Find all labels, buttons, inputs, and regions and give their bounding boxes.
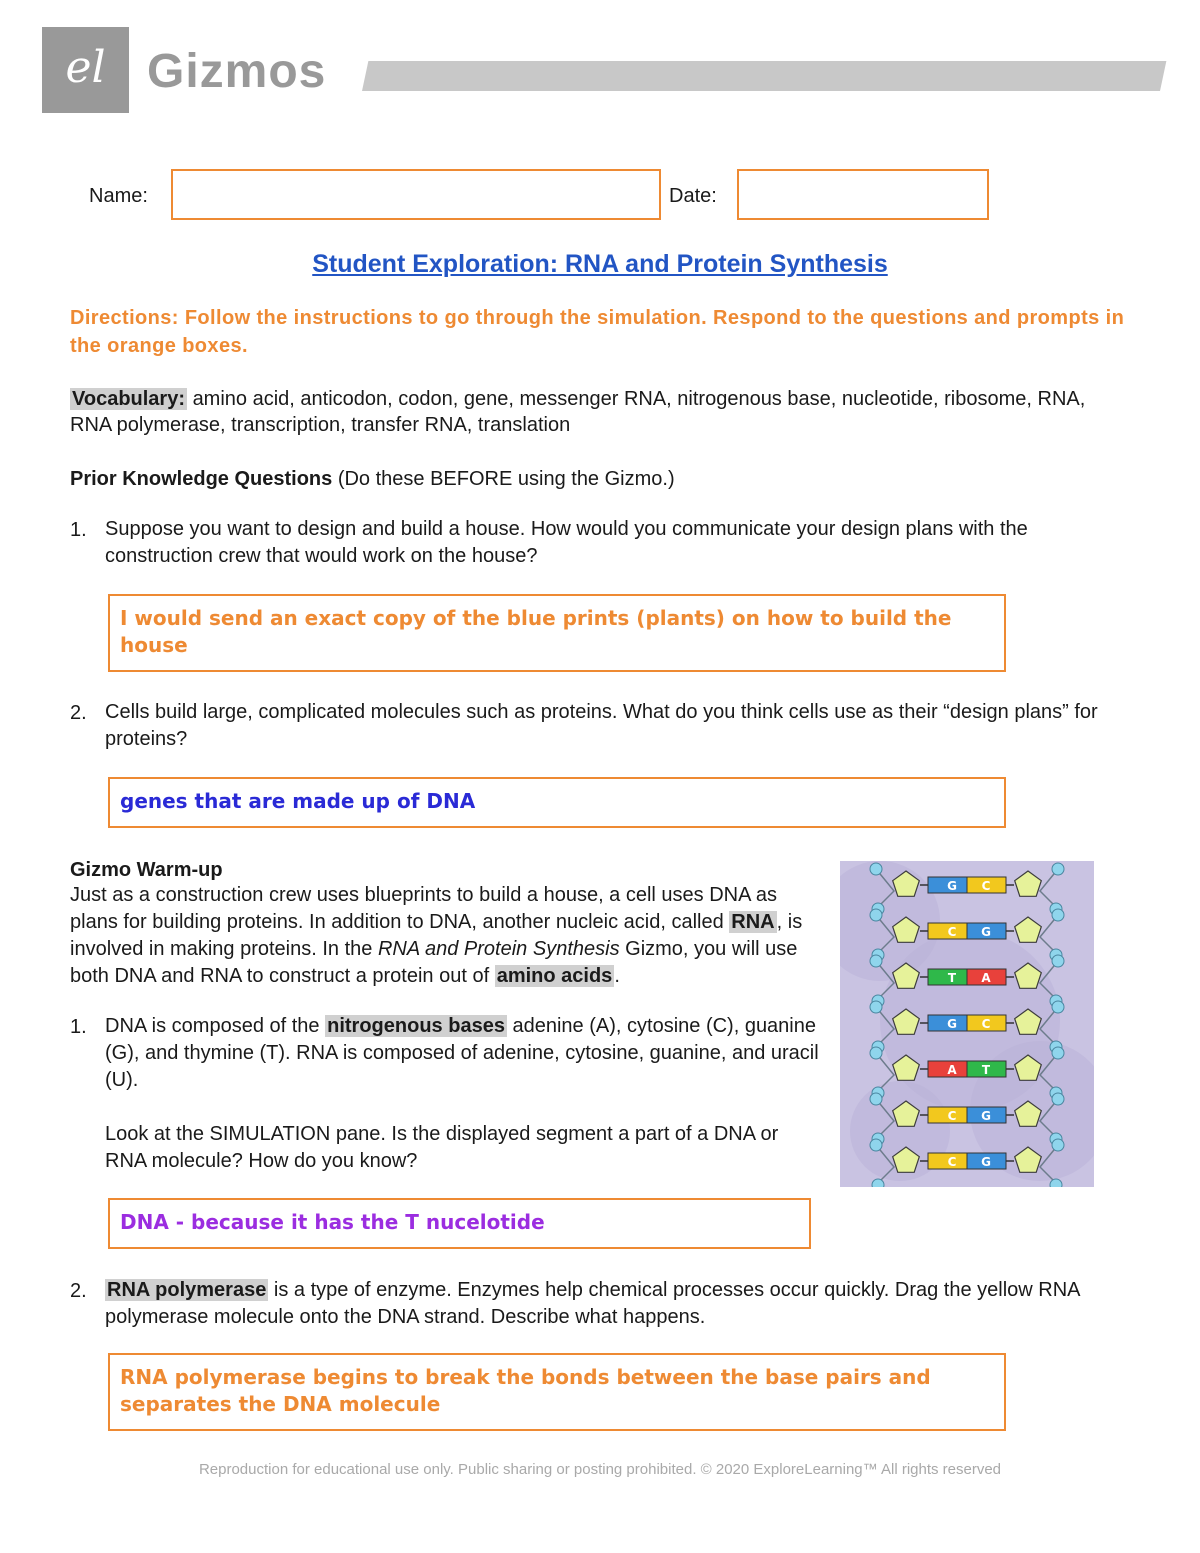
page-title: Student Exploration: RNA and Protein Synthesis [312, 250, 888, 278]
warmup-intro-text: Just as a construction crew uses blueprints to build a house, a cell uses DNA as plans for building proteins. In addition to DNA, another nucleic acid, called [70, 884, 778, 933]
base-left-label: G [947, 879, 957, 893]
name-label: Name: [89, 185, 148, 207]
question-text [105, 1013, 820, 1094]
warmup-intro [70, 882, 818, 990]
base-left-label: C [947, 1155, 957, 1169]
answer-box[interactable] [108, 1198, 811, 1249]
directions: Directions: Follow the instructions to go through the simulation. Respond to the questions and prompts in the orange boxes. [70, 307, 1125, 357]
base-right-label: A [981, 971, 991, 985]
base-right-label: G [981, 925, 991, 939]
base-left-label: A [947, 1063, 957, 1077]
dna-segment-image [840, 861, 1094, 1187]
question-text-part: adenine (A), cytosine (C), guanine (G), and thymine (T). RNA is composed of adenine, cytosine, guanine, and uracil (U). [105, 1015, 819, 1091]
question-number: 1. [70, 519, 87, 541]
warmup-intro-text: . [614, 965, 620, 987]
phosphate-icon [872, 1179, 884, 1187]
term-rna: RNA [731, 911, 775, 933]
phosphate-icon [870, 863, 882, 875]
question-text: Suppose you want to design and build a house. How would you communicate your design plans with the construction crew that would work on the house? [105, 518, 1028, 567]
vocabulary-paragraph [70, 386, 1130, 438]
warmup-heading: Gizmo Warm-up [70, 859, 223, 881]
warmup-intro-text: , is involved in making proteins. In the [70, 911, 803, 960]
answer-text: I would send an exact copy of the blue prints (plants) on how to build the house [120, 606, 952, 657]
answer-text: RNA polymerase begins to break the bonds between the base pairs and separates the DNA molecule [120, 1365, 931, 1416]
base-right-label: T [981, 1063, 991, 1077]
phosphate-icon [870, 1047, 882, 1059]
base-left-label: C [947, 925, 957, 939]
vocabulary-terms: amino acid, anticodon, codon, gene, messenger RNA, nitrogenous base, nucleotide, ribosome, RNA, RNA polymerase, transcription, transfer RNA, translation [70, 388, 1086, 436]
phosphate-icon [1052, 1047, 1064, 1059]
base-left-label: T [947, 971, 957, 985]
question-text-part: DNA is composed of the [105, 1015, 320, 1037]
phosphate-icon [1052, 909, 1064, 921]
term-rna-polymerase: RNA polymerase [107, 1279, 267, 1301]
base-right-label: G [981, 1109, 991, 1123]
vocabulary-label: Vocabulary: [72, 388, 185, 410]
base-right-label: C [981, 1017, 991, 1031]
date-field[interactable] [737, 169, 989, 220]
logo-text: el [65, 42, 106, 93]
phosphate-icon [870, 955, 882, 967]
base-right-label: G [981, 1155, 991, 1169]
name-field[interactable] [171, 169, 661, 220]
base-left-label: G [947, 1017, 957, 1031]
term-amino-acids: amino acids [496, 965, 613, 987]
prior-knowledge-heading: Prior Knowledge Questions [70, 468, 333, 490]
phosphate-icon [1050, 1179, 1062, 1187]
answer-box[interactable] [108, 594, 1006, 672]
phosphate-icon [870, 1093, 882, 1105]
warmup-intro-text: Gizmo, you will use both DNA and RNA to construct a protein out of [70, 938, 798, 987]
answer-text: DNA - because it has the T nucelotide [120, 1210, 545, 1234]
question-number: 1. [70, 1016, 87, 1038]
phosphate-icon [870, 909, 882, 921]
phosphate-icon [870, 1001, 882, 1013]
question-number: 2. [70, 702, 87, 724]
prior-knowledge-note: (Do these BEFORE using the Gizmo.) [337, 468, 675, 490]
answer-box[interactable] [108, 777, 1006, 828]
prior-knowledge-heading-line [70, 466, 1130, 492]
footer-copyright: Reproduction for educational use only. Public sharing or posting prohibited. © 2020 ExploreLearning™ All rights reserved [198, 1461, 1002, 1478]
gizmo-name: RNA and Protein Synthesis [377, 938, 620, 960]
term-nitrogenous-bases: nitrogenous bases [327, 1015, 505, 1037]
question-text: Cells build large, complicated molecules such as proteins. What do you think cells use as their “design plans” for proteins? [105, 701, 1098, 750]
question-text [105, 1277, 1115, 1331]
base-left-label: C [947, 1109, 957, 1123]
answer-box[interactable] [108, 1353, 1006, 1431]
base-right-label: C [981, 879, 991, 893]
question-text: Look at the SIMULATION pane. Is the displayed segment a part of a DNA or RNA molecule? How do you know? [105, 1123, 779, 1172]
header-divider-bar [362, 61, 1166, 91]
answer-text: genes that are made up of DNA [120, 789, 476, 813]
question-text-part: is a type of enzyme. Enzymes help chemical processes occur quickly. Drag the yellow RNA polymerase molecule onto the DNA strand. Describe what happens. [105, 1279, 1080, 1328]
phosphate-icon [1052, 863, 1064, 875]
phosphate-icon [1052, 955, 1064, 967]
phosphate-icon [870, 1139, 882, 1151]
phosphate-icon [1052, 1001, 1064, 1013]
date-label: Date: [669, 185, 717, 207]
phosphate-icon [1052, 1093, 1064, 1105]
question-number: 2. [70, 1280, 87, 1302]
phosphate-icon [1052, 1139, 1064, 1151]
brand-name: Gizmos [147, 45, 327, 98]
